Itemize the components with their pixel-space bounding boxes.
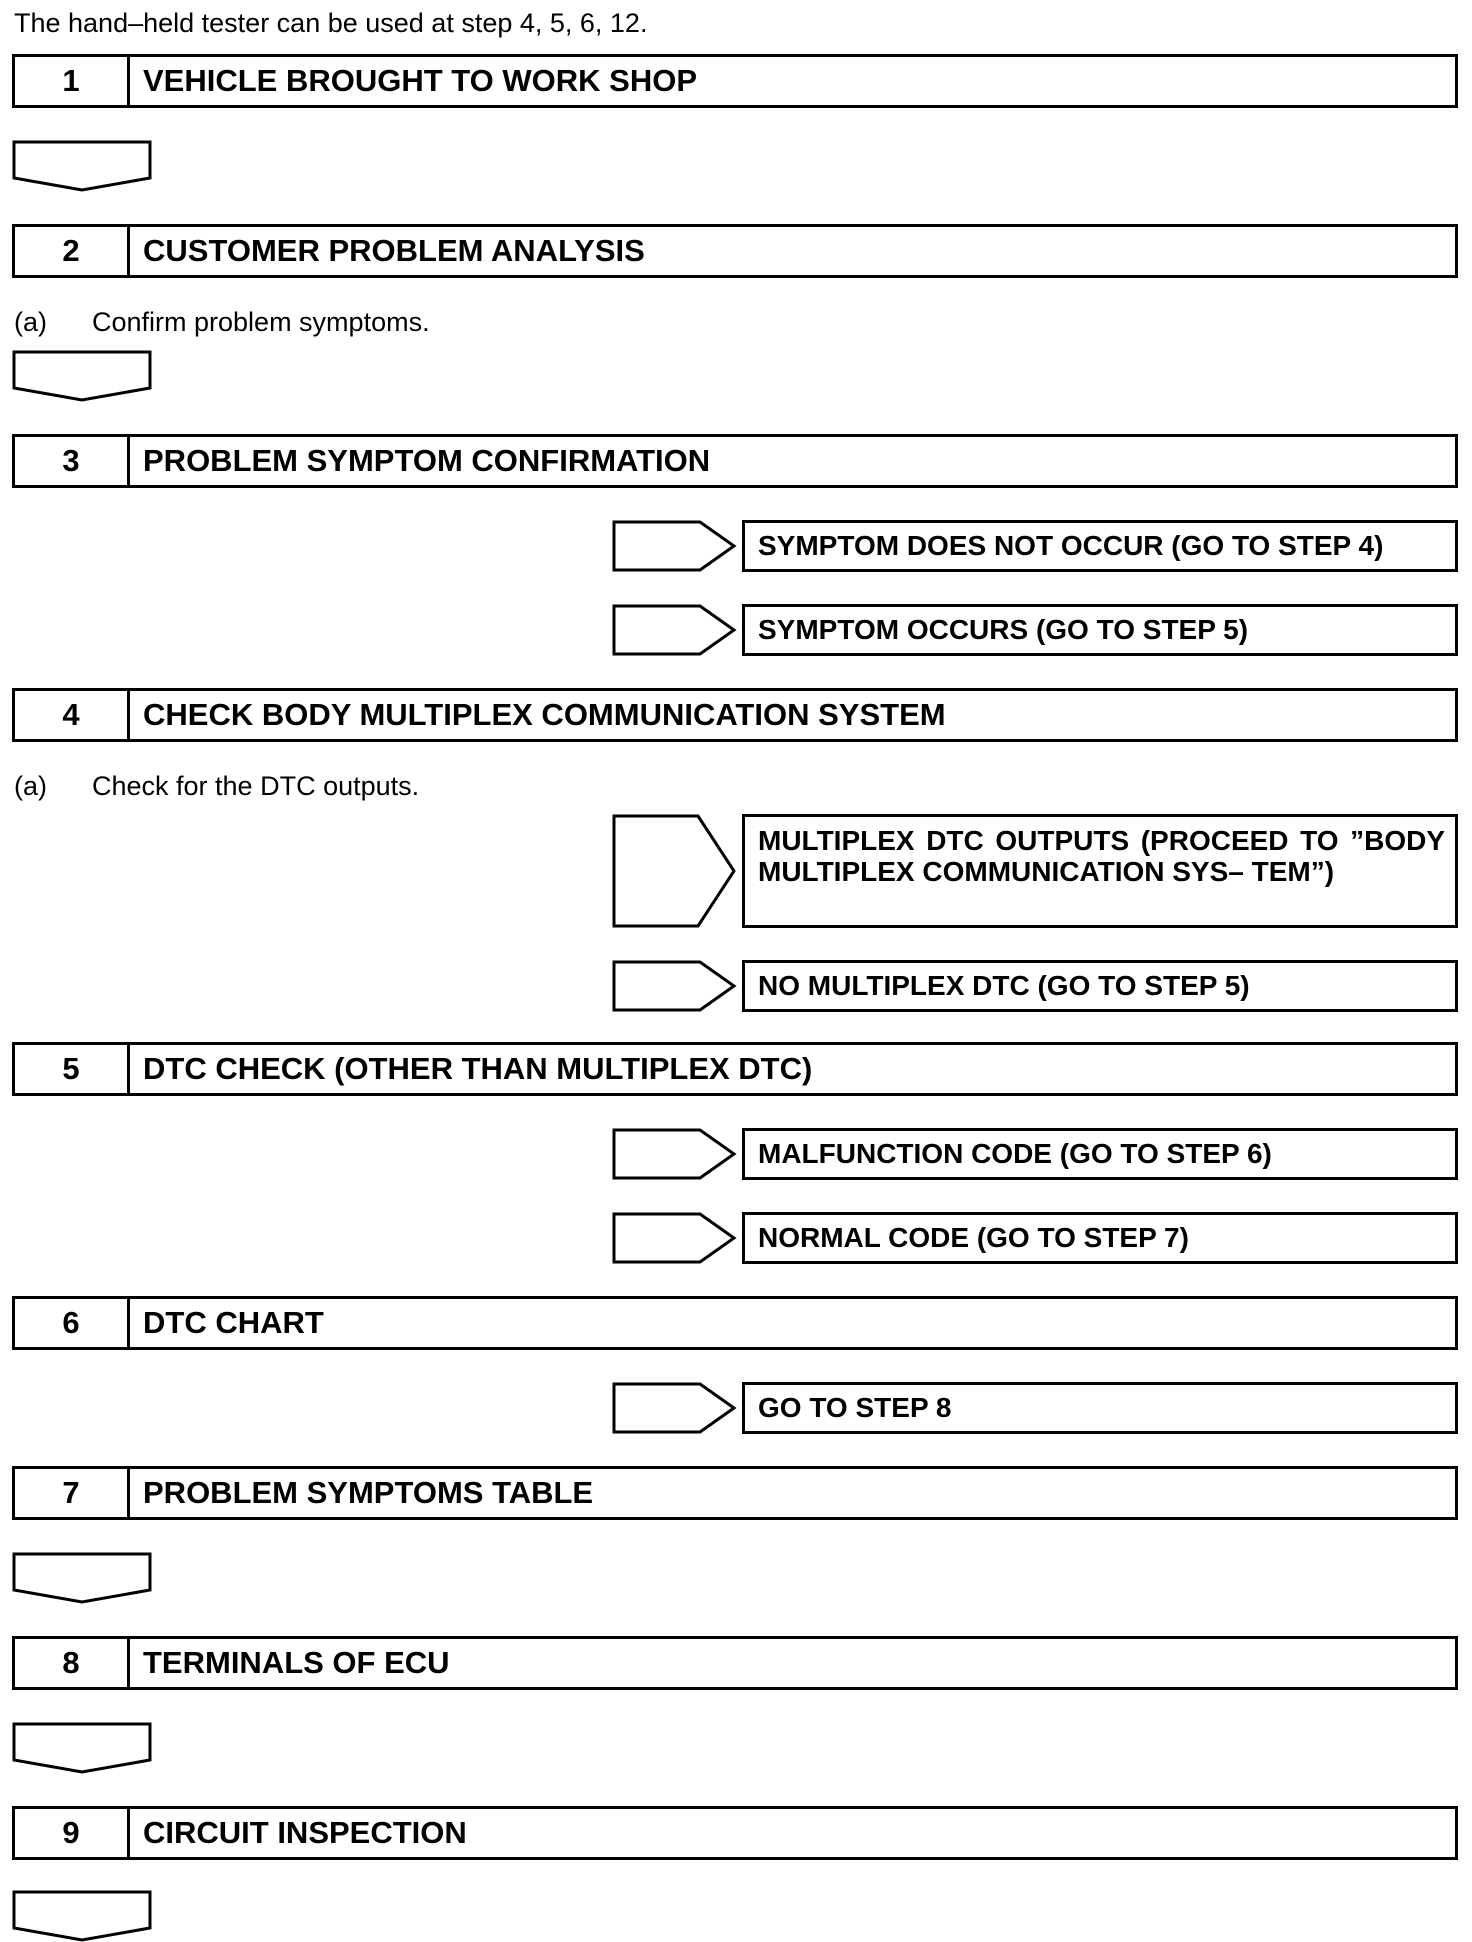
step-title: TERMINALS OF ECU bbox=[143, 1645, 450, 1680]
result-symptom-not-occur: SYMPTOM DOES NOT OCCUR (GO TO STEP 4) bbox=[742, 520, 1458, 572]
step-title: PROBLEM SYMPTOM CONFIRMATION bbox=[143, 443, 711, 478]
step-9-box bbox=[12, 1806, 1458, 1860]
step-8-box bbox=[12, 1636, 1458, 1690]
step-title: CHECK BODY MULTIPLEX COMMUNICATION SYSTEM bbox=[143, 697, 946, 732]
result-no-multiplex-dtc: NO MULTIPLEX DTC (GO TO STEP 5) bbox=[742, 960, 1458, 1012]
down-arrow-icon bbox=[12, 140, 152, 192]
step-title: PROBLEM SYMPTOMS TABLE bbox=[143, 1475, 594, 1510]
step-title: DTC CHECK (OTHER THAN MULTIPLEX DTC) bbox=[143, 1051, 813, 1086]
step-1-box bbox=[12, 54, 1458, 108]
note-tag: (a) bbox=[14, 771, 47, 801]
note-text: Check for the DTC outputs. bbox=[92, 771, 420, 801]
step-number: 9 bbox=[15, 1809, 130, 1857]
step-number: 7 bbox=[15, 1469, 130, 1517]
step-number: 2 bbox=[15, 227, 130, 275]
right-arrow-icon bbox=[612, 1382, 736, 1434]
step-6-box bbox=[12, 1296, 1458, 1350]
right-arrow-icon bbox=[612, 814, 736, 928]
step-4-box bbox=[12, 688, 1458, 742]
down-arrow-icon bbox=[12, 1890, 152, 1942]
result-go-to-step-8: GO TO STEP 8 bbox=[742, 1382, 1458, 1434]
note-tag: (a) bbox=[14, 307, 47, 337]
down-arrow-icon bbox=[12, 1552, 152, 1604]
step-7-box bbox=[12, 1466, 1458, 1520]
right-arrow-icon bbox=[612, 1212, 736, 1264]
right-arrow-icon bbox=[612, 1128, 736, 1180]
step-title: DTC CHART bbox=[143, 1305, 324, 1340]
step-title: CUSTOMER PROBLEM ANALYSIS bbox=[143, 233, 645, 268]
step-number: 1 bbox=[15, 57, 130, 105]
step-5-box bbox=[12, 1042, 1458, 1096]
result-malfunction-code: MALFUNCTION CODE (GO TO STEP 6) bbox=[742, 1128, 1458, 1180]
step-number: 4 bbox=[15, 691, 130, 739]
right-arrow-icon bbox=[612, 960, 736, 1012]
step-4-note bbox=[14, 769, 419, 803]
result-normal-code: NORMAL CODE (GO TO STEP 7) bbox=[742, 1212, 1458, 1264]
right-arrow-icon bbox=[612, 604, 736, 656]
step-title: CIRCUIT INSPECTION bbox=[143, 1815, 467, 1850]
step-number: 5 bbox=[15, 1045, 130, 1093]
note-text: Confirm problem symptoms. bbox=[92, 307, 430, 337]
step-number: 6 bbox=[15, 1299, 130, 1347]
result-symptom-occurs: SYMPTOM OCCURS (GO TO STEP 5) bbox=[742, 604, 1458, 656]
step-2-box bbox=[12, 224, 1458, 278]
step-number: 8 bbox=[15, 1639, 130, 1687]
intro-text: The hand–held tester can be used at step 4, 5, 6, 12. bbox=[14, 8, 648, 38]
down-arrow-icon bbox=[12, 350, 152, 402]
step-number: 3 bbox=[15, 437, 130, 485]
step-3-box bbox=[12, 434, 1458, 488]
step-title: VEHICLE BROUGHT TO WORK SHOP bbox=[143, 63, 698, 98]
right-arrow-icon bbox=[612, 520, 736, 572]
step-2-note bbox=[14, 305, 430, 339]
down-arrow-icon bbox=[12, 1722, 152, 1774]
result-multiplex-dtc-outputs: MULTIPLEX DTC OUTPUTS (PROCEED TO ”BODY MULTIPLEX COMMUNICATION SYS– TEM”) bbox=[742, 814, 1458, 928]
